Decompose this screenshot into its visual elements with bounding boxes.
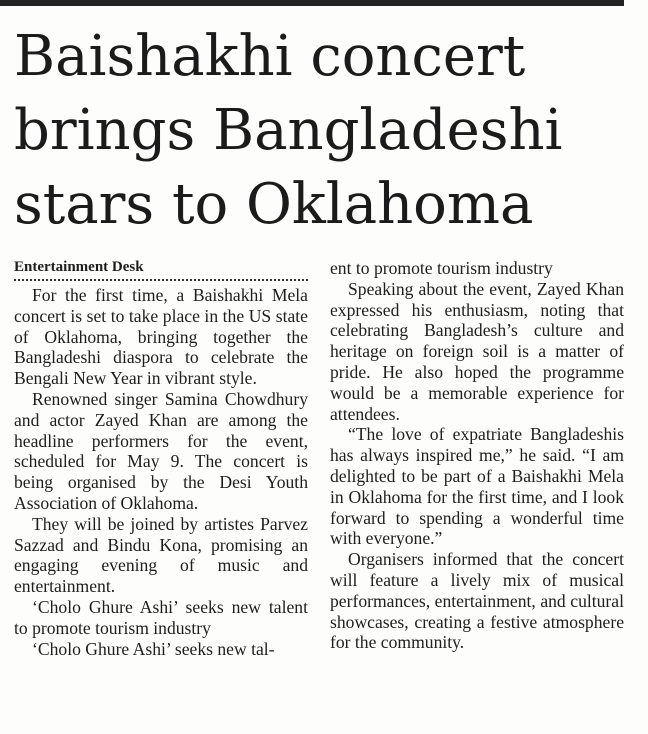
paragraph: ‘Cholo Ghure Ashi’ seeks new talent to promote tourism industry <box>14 596 308 638</box>
headline-line-3: stars to Oklahoma <box>14 172 534 237</box>
headline-line-2: brings Bangladeshi <box>14 98 563 163</box>
byline: Entertainment Desk <box>14 258 308 281</box>
paragraph: Speaking about the event, Zayed Khan expressed his enthusiasm, noting that celebrating Bangladesh’s culture and heritage on foreign soil is a matter of pride. He also hoped the programme would be a memorable experience for attendees. <box>330 278 624 424</box>
headline <box>14 20 624 242</box>
paragraph: For the first time, a Baishakhi Mela concert is set to take place in the US state of Oklahoma, bringing together the Bangladeshi diaspora to celebrate the Bengali New Year in vibrant style. <box>14 285 308 389</box>
paragraph: Renowned singer Samina Chowdhury and actor Zayed Khan are among the headline performers for the event, scheduled for May 9. The concert is being organised by the Desi Youth Association of Oklahoma. <box>14 388 308 513</box>
paragraph: They will be joined by artistes Parvez Sazzad and Bindu Kona, promising an engaging evening of music and entertainment. <box>14 513 308 597</box>
article-column-left <box>14 258 308 659</box>
paragraph: ‘Cholo Ghure Ashi’ seeks new tal- <box>32 638 275 659</box>
paragraph: “The love of expatriate Bangladeshis has always inspired me,” he said. “I am delighted to be part of a Baishakhi Mela in Oklahoma for the first time, and I look forward to spending a wonderful time with everyone.” <box>330 424 624 549</box>
paragraph-continued: ent to promote tourism industry <box>330 258 553 278</box>
top-rule <box>0 0 624 6</box>
paragraph: Organisers informed that the concert will feature a lively mix of musical performances, entertainment, and cultural showcases, creating a festive atmosphere for the community. <box>330 549 624 653</box>
article-column-right <box>330 258 624 653</box>
headline-line-1: Baishakhi concert <box>14 24 526 89</box>
